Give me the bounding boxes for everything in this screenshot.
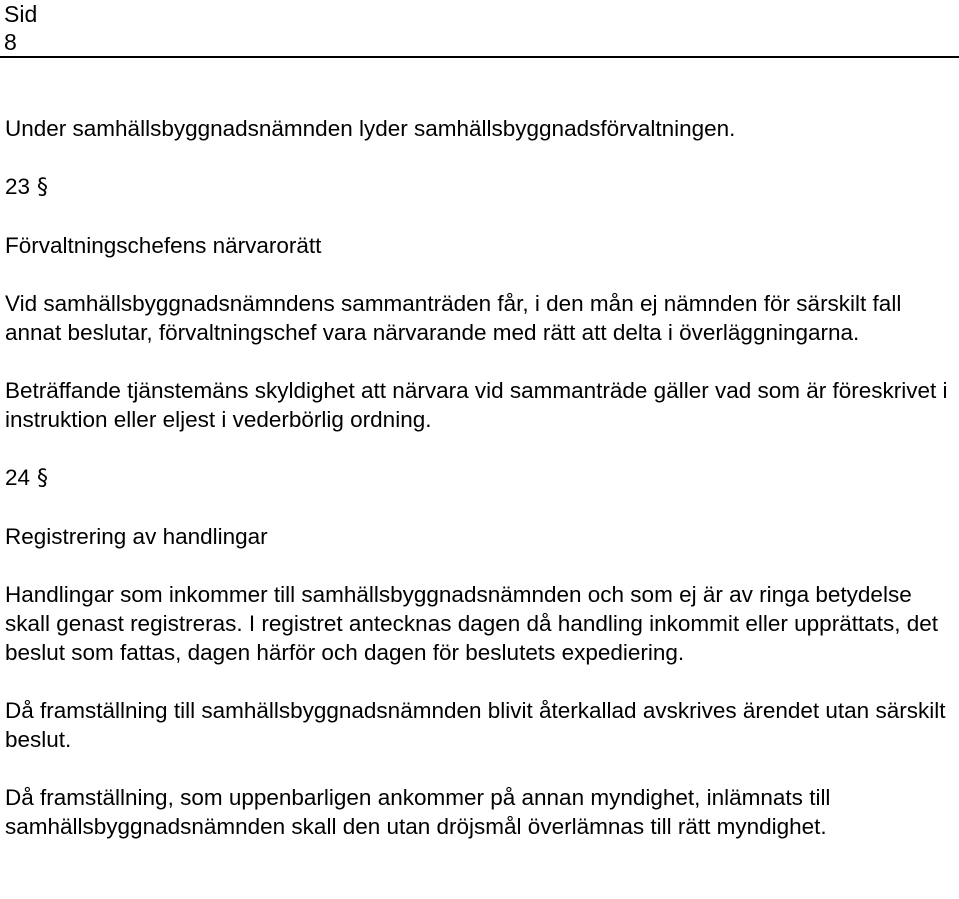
page-header	[4, 0, 37, 56]
intro-paragraph: Under samhällsbyggnadsnämnden lyder samhällsbyggnadsförvaltningen.	[5, 116, 736, 141]
section-24-paragraph-2: Då framställning till samhällsbyggnadsnämnden blivit återkallad avskrives ärendet utan särskilt beslut.	[5, 698, 946, 752]
document-body	[5, 114, 955, 841]
section-24-paragraph-3: Då framställning, som uppenbarligen ankommer på annan myndighet, inlämnats till samhällsbyggnadsnämnden skall den utan dröjsmål överlämnas till rätt myndighet.	[5, 785, 831, 839]
section-23-paragraph-2: Beträffande tjänstemäns skyldighet att närvara vid sammanträde gäller vad som är föreskrivet i instruktion eller eljest i vederbörlig ordning.	[5, 378, 948, 432]
section-number: 23	[5, 174, 31, 199]
section-sign: §	[37, 175, 49, 200]
page-label: Sid	[4, 1, 38, 27]
section-number: 24	[5, 465, 31, 490]
section-24-paragraph-1: Handlingar som inkommer till samhällsbyggnadsnämnden och som ej är av ringa betydelse skall genast registreras. I registret antecknas dagen då handling inkommit eller upprättats, det beslut som fattas, dagen härför och dagen för beslutets expediering.	[5, 582, 939, 665]
section-24-heading: Registrering av handlingar	[5, 524, 268, 549]
section-23-paragraph-1: Vid samhällsbyggnadsnämndens sammanträden får, i den mån ej nämnden för särskilt fall annat beslutar, förvaltningschef vara närvarande med rätt att delta i överläggningarna.	[5, 291, 902, 345]
section-23-heading: Förvaltningschefens närvarorätt	[5, 233, 322, 258]
page-number: 8	[4, 29, 17, 55]
section-sign: §	[37, 466, 49, 491]
section-23-number	[5, 172, 955, 202]
header-divider	[0, 56, 959, 58]
section-24-number	[5, 463, 955, 493]
